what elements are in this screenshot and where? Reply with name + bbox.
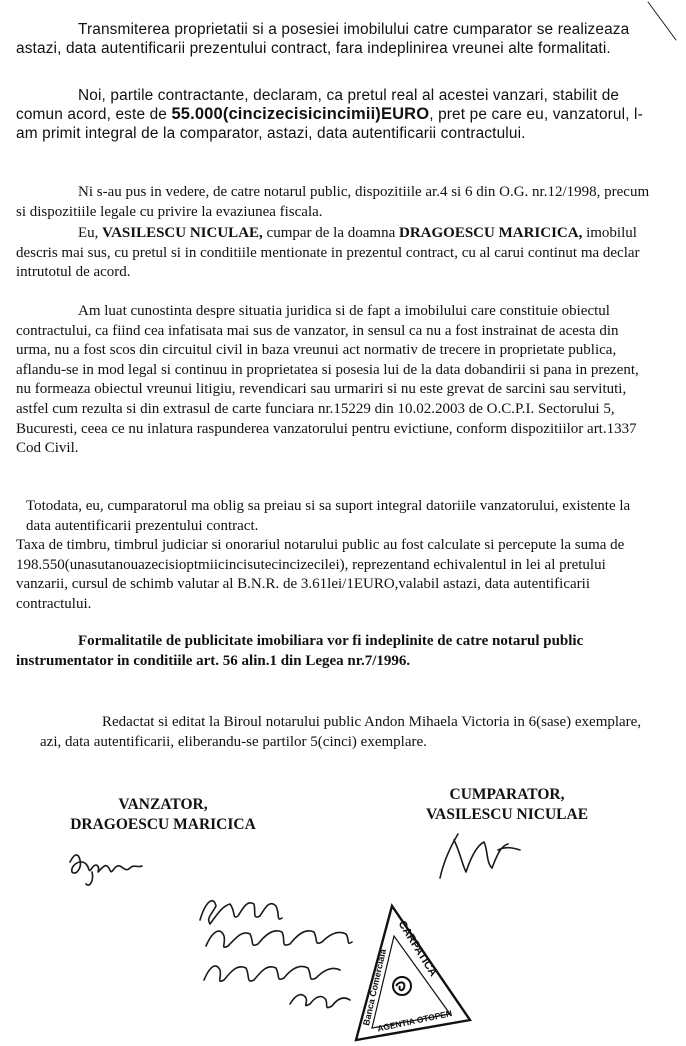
buyer-role: CUMPARATOR, (449, 786, 565, 803)
stamp-agency-text: AGENTIA OTOPEN (376, 1008, 453, 1034)
transfer-paragraph: Transmiterea proprietatii si a posesiei imobilului catre cumparator se realizeaza astazi, data autentificarii prezentului contract, fara indeplinirea vreunei alte formalitati. (16, 21, 630, 57)
buyer-rest: imobilul descris mai sus, cu pretul si in conditiile mentionate in prezentul contract, cu al carui continut ma declar intrutotul de acord. (16, 225, 640, 281)
buyer-intro: Eu, (78, 225, 99, 241)
fiscal-paragraph: Ni s-au pus in vedere, de catre notarul public, dispozitiile ar.4 si 6 din O.G. nr.12/1998, precum si dispozitiile legale cu privire la evaziunea fiscala. (16, 184, 650, 220)
debts-paragraph: Totodata, eu, cumparatorul ma oblig sa preiau si sa suport integral datoriile vanzatorului, existente la data autentificarii prezentului contract. (26, 498, 631, 534)
price-amount: 55.000(cincizecisicincimii)EURO (171, 105, 430, 123)
buyer-name: VASILESCU NICULAE (425, 806, 589, 823)
price-rest: , pret pe care eu, vanzatorul, l-am primit integral de la comparator, astazi, data autentificarii contractului. (16, 106, 643, 142)
seller-role: VANZATOR, (118, 796, 208, 813)
legal-status-paragraph: Am luat cunostinta despre situatia juridica si de fapt a imobilului care constituie obiectul contractului, ca fiind cea infatisata mai sus de vanzator, in sensul ca nu a fost instrainat de acesta din urma, nu a fost scos din circuitul civil in baza vreunui act normativ de trecere in proprietate publica, aflandu-se in mod legal si continuu in proprietatea si posesia lui de la data dobandirii si pana in prezent, nu formeaza obiectul vreunui litigiu, revendicari sau urmariri si nu este grevat de sarcini sau servituti, astfel cum rezulta si din extrasul de carte funciara nr.15229 din 10.02.2003 de O.C.P.I. Sectorului 5, Bucuresti, ceea ce nu inlatura raspunderea vanzatorului pentru evictiune, conform dispozitiilor art.1337 Cod Civil. (16, 303, 639, 457)
buyer-middle: cumpar de la doamna (266, 225, 396, 241)
price-intro: Noi, partile contractante, declaram, ca pretul real al acestei vanzari, stabilit de comun acord, este de (16, 87, 620, 123)
drafting-paragraph: Redactat si editat la Biroul notarului public Andon Mihaela Victoria in 6(sase) exemplare, azi, data autentificarii, eliberandu-se partilor 5(cinci) exemplare. (40, 714, 642, 750)
stamp-bank-text: Banca Comerciala (361, 948, 389, 1027)
stamp-name-text: CARPATICA (395, 918, 440, 979)
seller-name: DRAGOESCU MARICICA (70, 816, 256, 833)
fees-paragraph: Taxa de timbru, timbrul judiciar si onorariul notarului public au fost calculate si percepute la suma de 198.550(unasutanouazecisioptmiicincisutecincizecilei), reprezentand echivalentul in lei al pretului vanzarii, cursul de schimb valutar al B.N.R. de 3.61lei/1EURO,valabil astazi, data autentificarii contractului. (16, 537, 625, 612)
seller-name-inline: DRAGOESCU MARICICA, (398, 225, 583, 241)
publicity-paragraph: Formalitatile de publicitate imobiliara vor fi indeplinite de catre notarul public instrumentator in conditiile art. 56 alin.1 din Legea nr.7/1996. (16, 633, 584, 669)
stamp-emblem-icon (393, 977, 411, 995)
buyer-name-inline: VASILESCU NICULAE, (102, 225, 263, 241)
